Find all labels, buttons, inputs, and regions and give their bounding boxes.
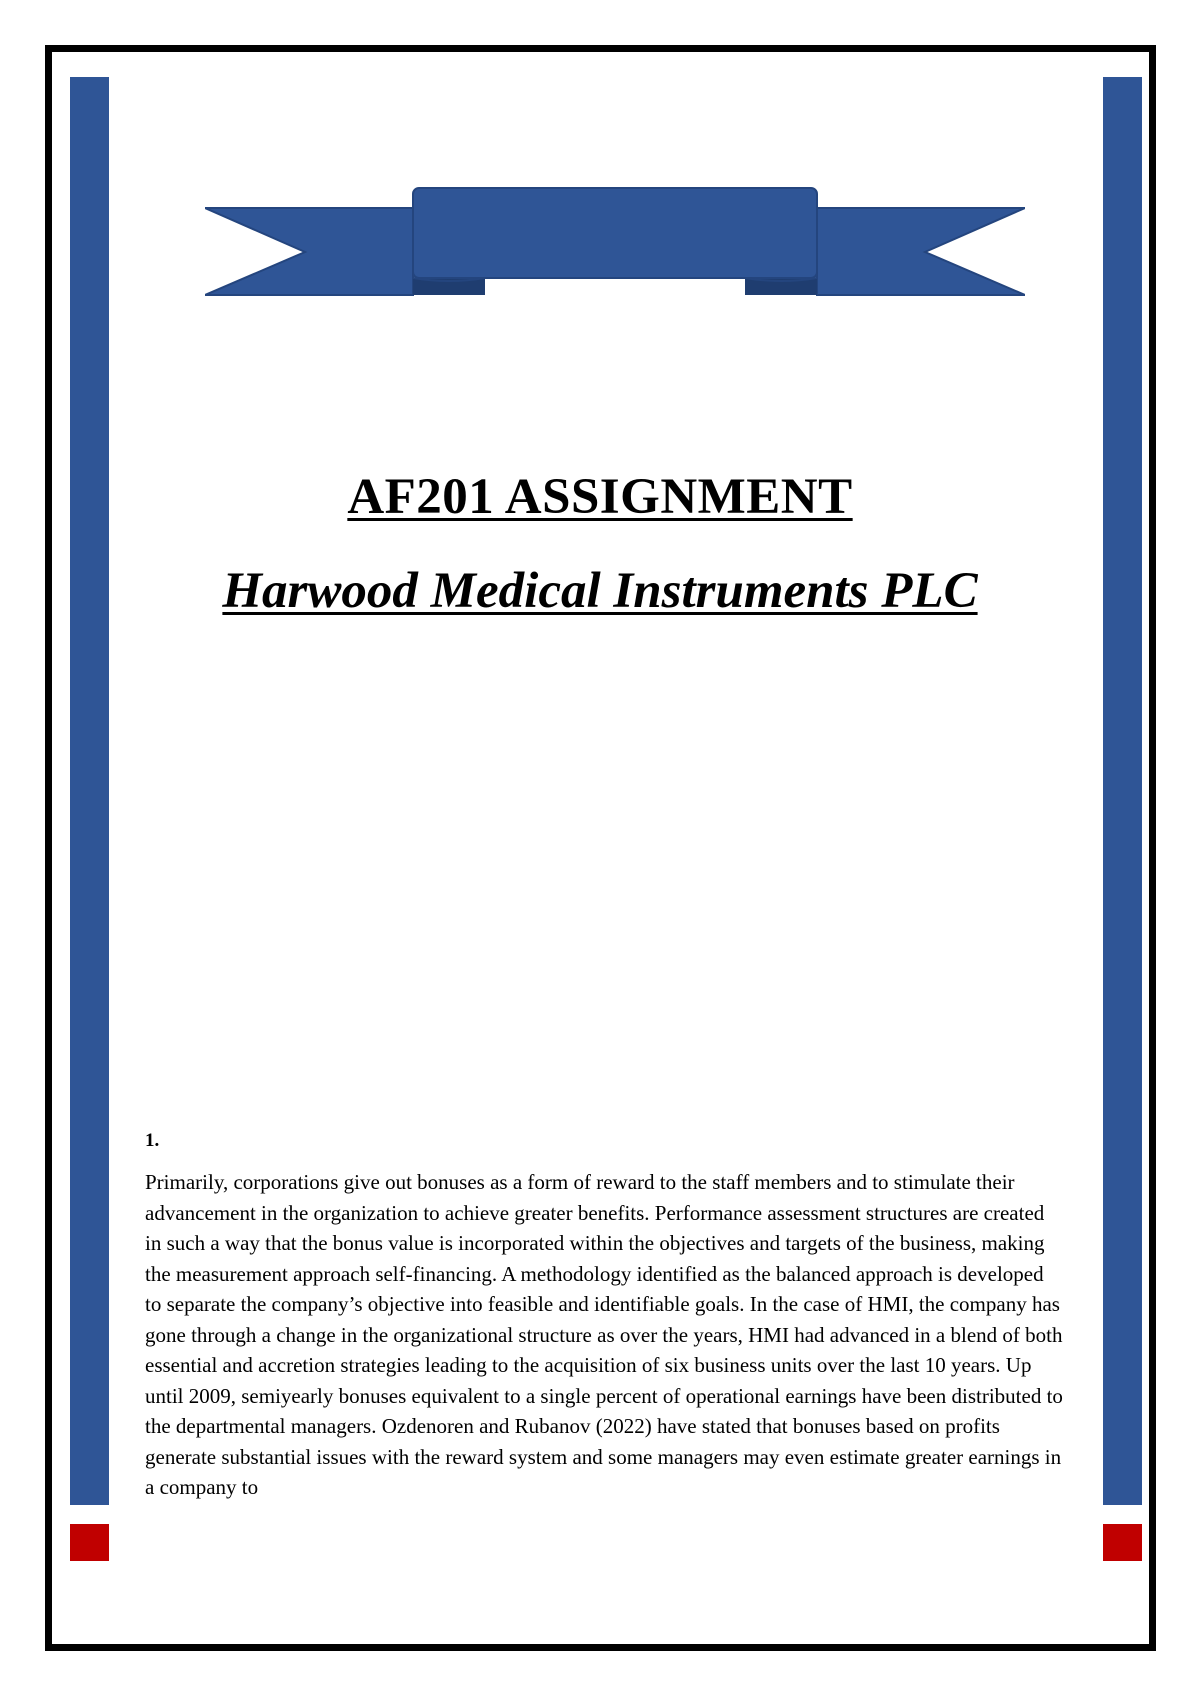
ribbon-center (413, 188, 817, 278)
right-blue-bar (1103, 77, 1142, 1505)
body-paragraph: Primarily, corporations give out bonuses as a form of reward to the staff members and to stimulate their advancement in the organization to achieve greater benefits. Performance assessment structures are created in such a way that the bonus value is incorporated within the objectives and targets of the business, making the measurement approach self-financing. A methodology identified as the balanced approach is developed to separate the company’s objective into feasible and identifiable goals. In the case of HMI, the company has gone through a change in the organizational structure as over the years, HMI had advanced in a blend of both essential and accretion strategies leading to the acquisition of six business units over the last 10 years. Up until 2009, semiyearly bonuses equivalent to a single percent of operational earnings have been distributed to the departmental managers. Ozdenoren and Rubanov (2022) have stated that bonuses based on profits generate substantial issues with the reward system and some managers may even estimate greater earnings in a company to (145, 1170, 1063, 1499)
left-blue-bar (70, 77, 109, 1505)
left-red-square (70, 1524, 109, 1561)
ribbon-banner (205, 180, 1025, 320)
page-subtitle: Harwood Medical Instruments PLC (222, 563, 978, 619)
section-number: 1. (145, 1130, 160, 1151)
ribbon-left-tail (205, 208, 413, 295)
ribbon-right-tail (817, 208, 1025, 295)
right-red-square (1103, 1524, 1142, 1561)
page-title: AF201 ASSIGNMENT (347, 469, 853, 525)
